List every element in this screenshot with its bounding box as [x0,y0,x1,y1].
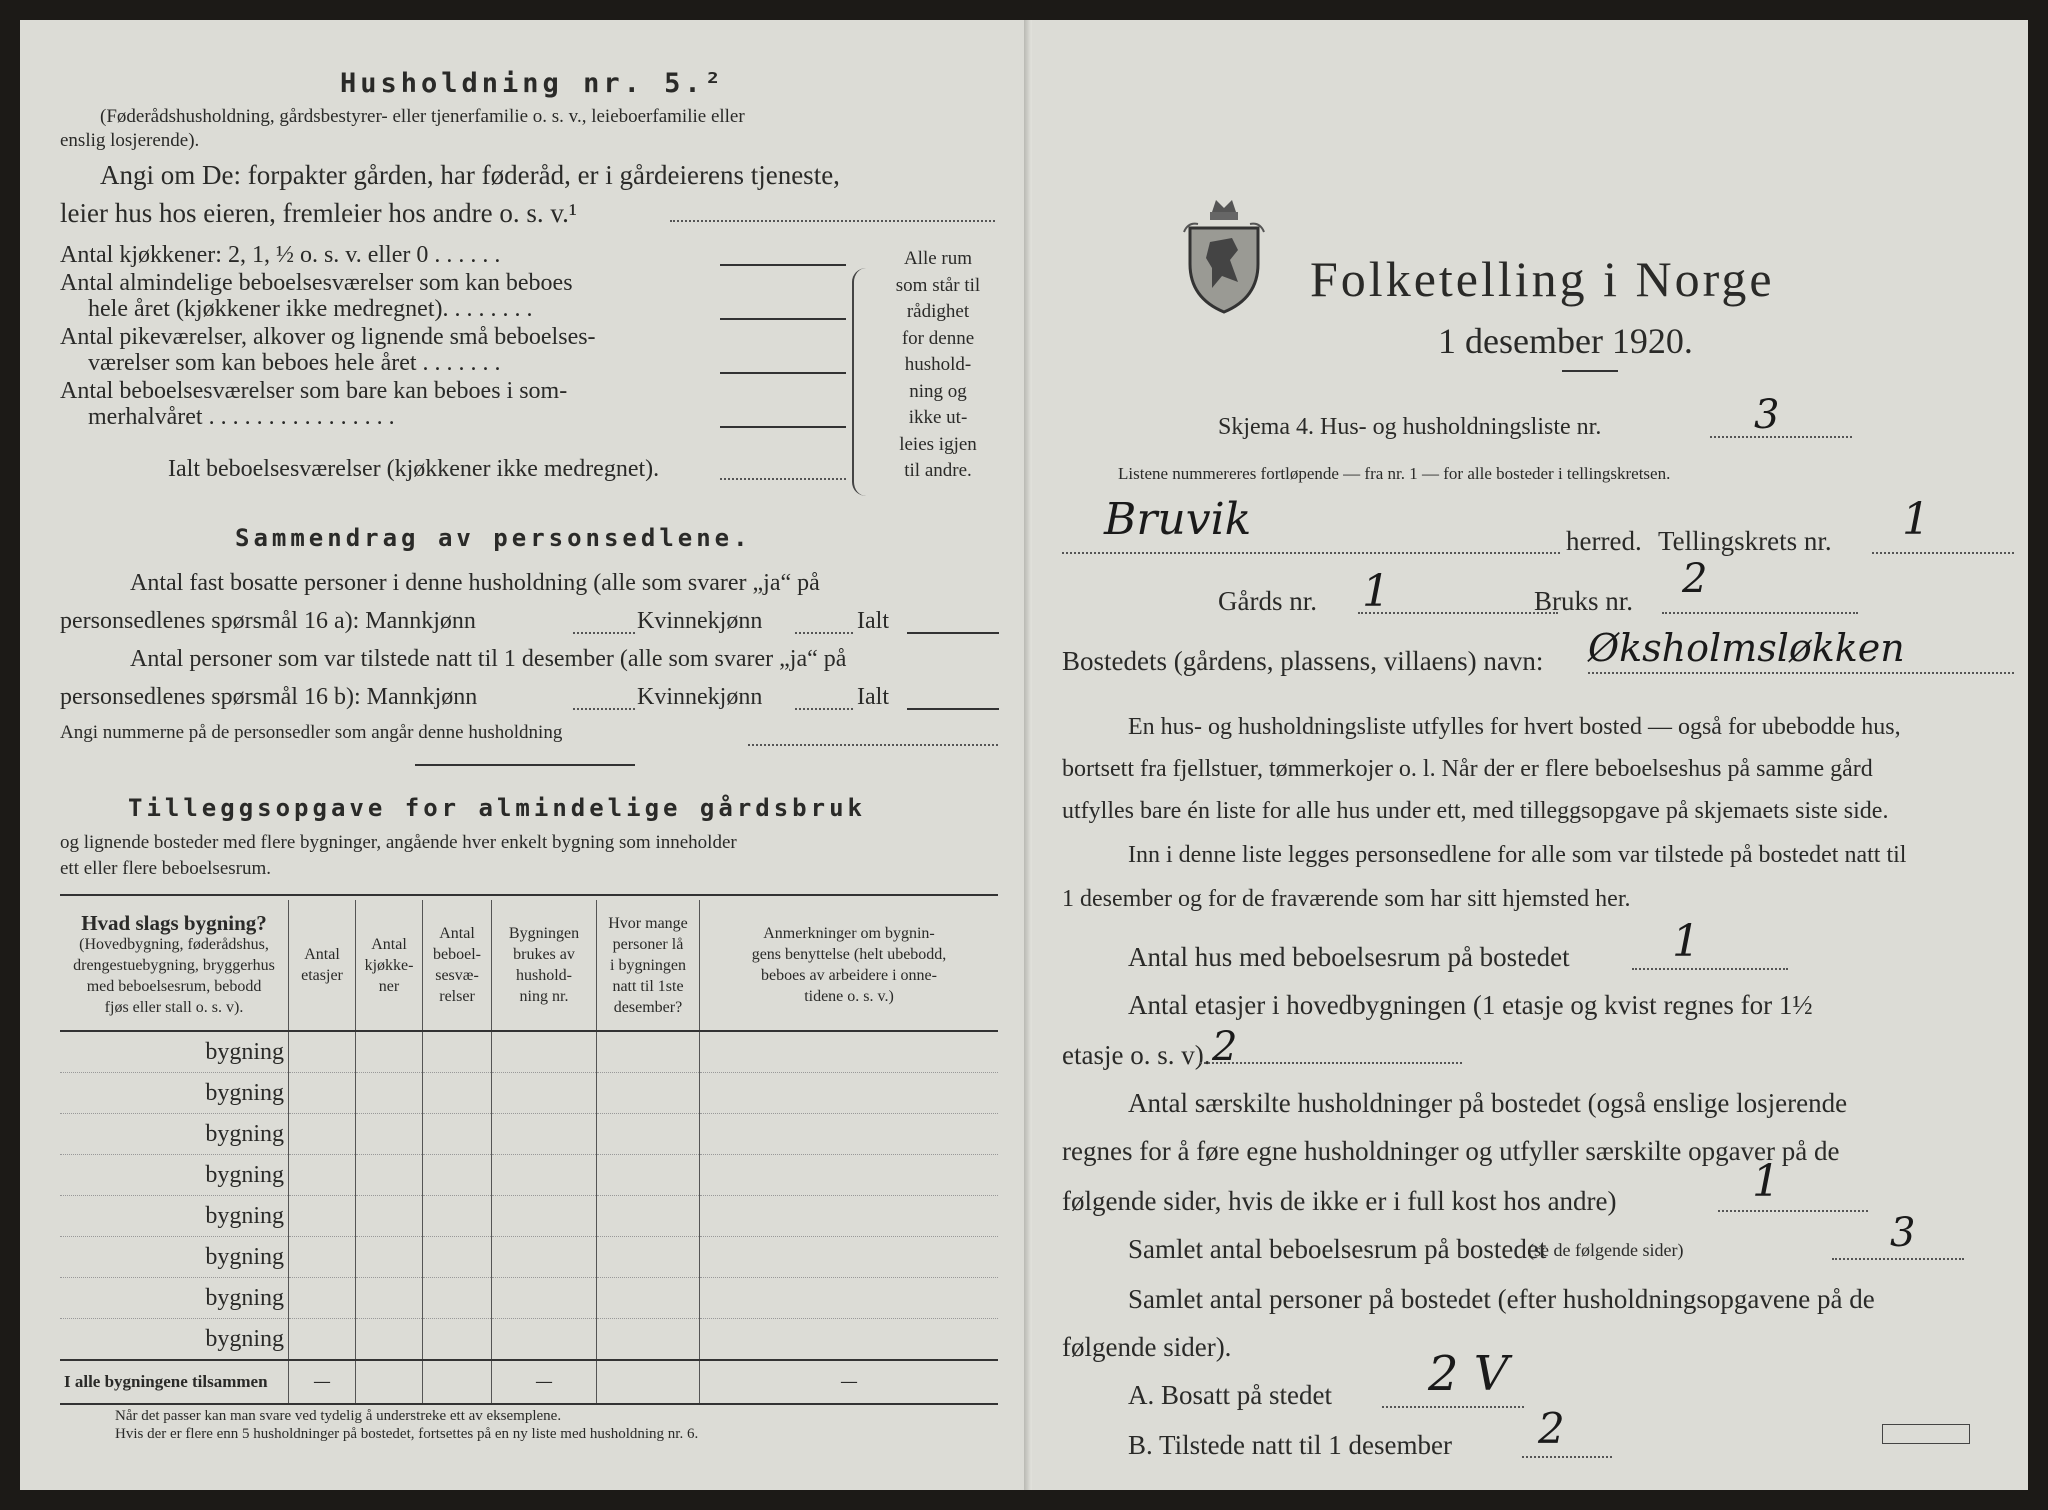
instruction-1: En hus- og husholdningsliste utfylles for hvert bosted — også for ubebodde hus, [1128,714,1901,740]
header-text: sesvæ- [435,967,479,984]
tellingskrets-answer-line [1872,552,2014,554]
building-cell [289,1031,356,1073]
building-cell [700,1073,999,1114]
building-cell [597,1155,700,1196]
side-note-line: leies igjen [899,433,977,455]
summary-2-female-answer [795,708,853,710]
building-label: bygning [60,1073,289,1114]
building-cell [492,1155,597,1196]
building-cell [423,1319,492,1361]
supplement-intro-1: og lignende bosteder med flere bygninger, angående hver enkelt bygning som inneholder [60,832,737,853]
building-cell [289,1278,356,1319]
building-cell [700,1319,999,1361]
header-text: Antal [371,935,407,953]
bosted-label: Bostedets (gårdens, plassens, villaens) navn: [1062,646,1544,676]
skjema-answer-line [1710,436,1852,438]
building-cell [423,1237,492,1278]
building-row [60,1237,998,1278]
footnote-2: Hvis der er flere enn 5 husholdninger på bostedet, fortsettes på en ny liste med husholdning nr. 6. [115,1426,699,1442]
header-text: gens benyttelse (helt ubebodd, [751,946,947,963]
section-divider [415,764,635,766]
summary-1-female-label: Kvinnekjønn [637,608,763,634]
building-cell [700,1114,999,1155]
kitchen-line-5: værelser som kan beboes hele året . . . . . . . [88,350,501,376]
gards-label: Gårds nr. [1218,586,1317,616]
skjema-label: Skjema 4. Hus- og husholdningsliste nr. [1218,414,1602,440]
pers-question-1: Samlet antal personer på bostedet (efter husholdningsopgavene på de [1128,1284,1875,1314]
col-floors [289,900,356,1031]
building-cell [700,1031,999,1073]
building-label: bygning [60,1114,289,1155]
building-cell [356,1319,423,1361]
building-label: bygning [60,1155,289,1196]
summary-1-male-answer [573,632,635,634]
summary-1-line-2: personsedlenes spørsmål 16 a): Mannkjønn [60,608,476,634]
building-table [60,900,998,1405]
rum-question: Samlet antal beboelsesrum på bostedet [1128,1234,1547,1264]
building-cell [423,1031,492,1073]
building-cell [423,1155,492,1196]
building-cell [700,1155,999,1196]
supplement-intro-2: ett eller flere beboelsesrum. [60,858,272,879]
summary-2-total-answer [907,708,999,710]
bosatt-label: A. Bosatt på stedet [1128,1380,1332,1410]
tellingskrets-label: Tellingskrets nr. [1658,526,1832,556]
household-heading: Husholdning nr. 5.² [340,68,725,99]
building-row [60,1073,998,1114]
building-row [60,1319,998,1361]
summary-1-female-answer [795,632,853,634]
tilstede-value: 2 [1538,1404,1565,1453]
summary-2-line-2: personsedlenes spørsmål 16 b): Mannkjønn [60,684,478,710]
col-persons [597,900,700,1031]
header-text: Hvad slags bygning? [81,910,267,935]
side-note [878,246,998,485]
building-cell [492,1031,597,1073]
building-cell [289,1319,356,1361]
herred-answer-line [1062,552,1560,554]
building-label: bygning [60,1031,289,1073]
kitchen-answer-3 [720,372,846,374]
header-text: beboes av arbeidere i onne- [761,967,937,984]
household-intro-1: (Føderådshusholdning, gårdsbestyrer- eller tjenerfamilie o. s. v., leieboerfamilie eller [100,106,745,127]
building-cell [492,1278,597,1319]
building-row [60,1196,998,1237]
building-cell [356,1278,423,1319]
herred-label: herred. [1566,526,1642,556]
building-cell [700,1196,999,1237]
angi-nummerne: Angi nummerne på de personsedler som angår denne husholdning [60,722,563,743]
summary-2-total-label: Ialt [857,684,889,710]
col-building-type [60,900,289,1031]
side-note-line: til andre. [904,460,972,481]
header-text: med beboelsesrum, bebodd [86,977,262,995]
bosatt-answer-line [1382,1406,1524,1408]
building-cell [423,1278,492,1319]
building-cell [356,1237,423,1278]
building-label: bygning [60,1237,289,1278]
building-cell [597,1196,700,1237]
tellingskrets-value: 1 [1902,494,1930,545]
etasjer-question-2: etasje o. s. v). [1062,1040,1211,1070]
building-row [60,1278,998,1319]
hush-question-1: Antal særskilte husholdninger på bostedet (også enslige losjerende [1128,1088,1848,1118]
header-text: Hvor mange [608,914,688,932]
building-cell [289,1073,356,1114]
instruction-5: 1 desember og for de fraværende som har sitt hjemsted her. [1062,886,1631,912]
header-text: personer lå [612,935,684,953]
total-rooms [423,1360,492,1404]
building-cell [597,1031,700,1073]
listene-note: Listene nummereres fortløpende — fra nr. 1 — for alle bosteder i tellingskretsen. [1118,464,1671,483]
question-line-2: leier hus hos eieren, fremleier hos andre o. s. v.¹ [60,198,577,228]
header-text: Bygningen [508,925,580,942]
summary-heading: Sammendrag av personsedlene. [235,524,752,552]
kitchen-line-6: Antal beboelsesværelser som bare kan beboes i som- [60,378,568,404]
bruks-value: 2 [1682,556,1708,602]
total-label: I alle bygningene tilsammen [60,1360,289,1404]
household-intro-2: enslig losjerende). [60,130,200,151]
hus-question: Antal hus med beboelsesrum på bostedet [1128,942,1570,972]
header-text: relser [439,988,475,1005]
building-label: bygning [60,1196,289,1237]
summary-1-total-answer [907,632,999,634]
header-text: ner [378,977,400,995]
kitchen-line-2: Antal almindelige beboelsesværelser som kan beboes [60,270,573,296]
etasjer-answer-line [1200,1062,1462,1064]
side-note-line: for denne [901,327,975,349]
header-text: fjøs eller stall o. s. v). [104,998,244,1016]
table-top-rule [60,894,998,896]
right-page [1032,20,2028,1490]
instruction-2: bortsett fra fjellstuer, tømmerkojer o. l. Når der er flere beboelseshus på samme gård [1062,756,1873,782]
building-cell [356,1155,423,1196]
side-note-line: rådighet [906,301,970,322]
building-cell [356,1196,423,1237]
side-note-brace [852,268,876,496]
etasjer-value: 2 [1212,1024,1238,1070]
supplement-heading: Tilleggsopgave for almindelige gårdsbruk [128,794,866,822]
hus-answer-line [1632,968,1788,970]
summary-2-line-1: Antal personer som var tilstede natt til 1 desember (alle som svarer „ja“ på [130,646,847,672]
bruks-answer-line [1662,612,1858,614]
header-text: i bygningen [610,956,686,974]
left-page [20,20,1028,1490]
bosatt-value: 2 V [1428,1346,1509,1402]
kitchen-line-1: Antal kjøkkener: 2, 1, ½ o. s. v. eller 0 . . . . . . [60,242,501,268]
gards-value: 1 [1362,566,1390,617]
building-cell [423,1114,492,1155]
coat-of-arms-icon [1182,198,1266,314]
col-remarks [700,900,999,1031]
side-note-line: ning og [909,380,967,402]
herred-value: Bruvik [1104,494,1252,545]
angi-nummerne-answer [748,744,998,746]
hush-question-2: regnes for å føre egne husholdninger og utfyller særskilte opgaver på de [1062,1136,1840,1166]
building-cell [597,1278,700,1319]
col-kitchens [356,900,423,1031]
total-remarks: — [700,1360,999,1404]
hush-value: 1 [1752,1156,1780,1207]
building-row [60,1031,998,1073]
total-kitchens [356,1360,423,1404]
summary-2-male-answer [573,708,635,710]
header-text: brukes av [513,946,575,963]
kitchen-line-3: hele året (kjøkkener ikke medregnet). . . . . . . . [88,296,533,322]
building-cell [492,1114,597,1155]
building-cell [492,1073,597,1114]
building-cell [356,1114,423,1155]
kitchen-line-4: Antal pikeværelser, alkover og lignende små beboelses- [60,324,596,350]
table-header-row [60,900,998,1031]
rum-answer-line [1832,1258,1964,1260]
ialt-rooms-label: Ialt beboelsesværelser (kjøkkener ikke medregnet). [168,456,660,482]
hus-value: 1 [1672,916,1700,967]
building-label: bygning [60,1319,289,1361]
building-cell [492,1196,597,1237]
gards-answer-line [1358,612,1558,614]
instruction-4: Inn i denne liste legges personsedlene for alle som var tilstede på bostedet natt til [1128,842,1907,868]
rum-note: (se de følgende sider) [1528,1240,1684,1260]
kitchen-answer-4 [720,426,846,428]
kitchen-line-7: merhalvåret . . . . . . . . . . . . . . . . [88,404,395,430]
header-text: etasjer [301,967,343,984]
question-answer-line [670,220,995,222]
building-cell [356,1031,423,1073]
total-persons [597,1360,700,1404]
building-label: bygning [60,1278,289,1319]
title-divider [1562,370,1618,372]
rum-value: 3 [1890,1210,1916,1256]
side-note-line: hushold- [904,354,972,375]
table-total-row [60,1360,998,1404]
census-date: 1 desember 1920. [1438,321,1693,361]
pers-question-2: følgende sider). [1062,1332,1232,1362]
header-text: tidene o. s. v.) [804,988,894,1005]
kitchen-answer-2 [720,318,846,320]
bruks-label: Bruks nr. [1534,586,1634,616]
building-cell [597,1073,700,1114]
ialt-rooms-answer [720,478,846,480]
building-cell [289,1196,356,1237]
building-cell [700,1237,999,1278]
header-text: desember? [613,998,683,1016]
building-row [60,1114,998,1155]
instruction-3: utfylles bare én liste for alle hus under ett, med tilleggsopgave på skjemaets siste side. [1062,798,1889,824]
tilstede-label: B. Tilstede natt til 1 desember [1128,1430,1452,1460]
building-cell [597,1114,700,1155]
side-note-line: Alle rum [903,248,973,269]
side-note-line: som står til [895,274,981,296]
header-text: Antal [304,946,340,963]
header-text: kjøkke- [364,956,414,974]
header-text: ning nr. [519,988,569,1005]
header-text: beboel- [433,946,481,963]
building-cell [289,1155,356,1196]
building-cell [597,1237,700,1278]
etasjer-question-1: Antal etasjer i hovedbygningen (1 etasje og kvist regnes for 1½ [1128,990,1813,1020]
building-cell [700,1278,999,1319]
summary-2-female-label: Kvinnekjønn [637,684,763,710]
col-household-nr [492,900,597,1031]
hush-question-3: følgende sider, hvis de ikke er i full kost hos andre) [1062,1186,1617,1216]
building-cell [423,1196,492,1237]
side-note-line: ikke ut- [908,407,968,428]
building-cell [423,1073,492,1114]
building-cell [597,1319,700,1361]
question-line-1: Angi om De: forpakter gården, har føderåd, er i gårdeierens tjeneste, [100,160,840,190]
building-cell [289,1237,356,1278]
tilstede-answer-line [1522,1456,1612,1458]
hush-answer-line [1718,1210,1868,1212]
building-cell [356,1073,423,1114]
building-cell [492,1237,597,1278]
header-text: Antal [439,925,475,942]
total-household: — [492,1360,597,1404]
header-text: Anmerkninger om bygnin- [763,925,935,942]
summary-1-total-label: Ialt [857,608,889,634]
footnote-1: Når det passer kan man svare ved tydelig å understreke ett av eksemplene. [115,1408,562,1424]
header-text: hushold- [516,967,572,984]
bosted-answer-line [1588,672,2014,674]
printer-stamp [1882,1424,1970,1444]
census-title: Folketelling i Norge [1310,251,1775,307]
header-text: (Hovedbygning, føderådshus, [79,935,269,953]
building-cell [492,1319,597,1361]
summary-1-line-1: Antal fast bosatte personer i denne husholdning (alle som svarer „ja“ på [130,570,820,596]
col-rooms [423,900,492,1031]
building-cell [289,1114,356,1155]
header-text: natt til 1ste [612,977,684,995]
skjema-value: 3 [1754,392,1780,438]
building-row [60,1155,998,1196]
header-text: drengestuebygning, bryggerhus [73,956,275,974]
bosted-value: Øksholmsløkken [1588,626,1905,670]
kitchen-answer-1 [720,264,846,266]
total-floors: — [289,1360,356,1404]
